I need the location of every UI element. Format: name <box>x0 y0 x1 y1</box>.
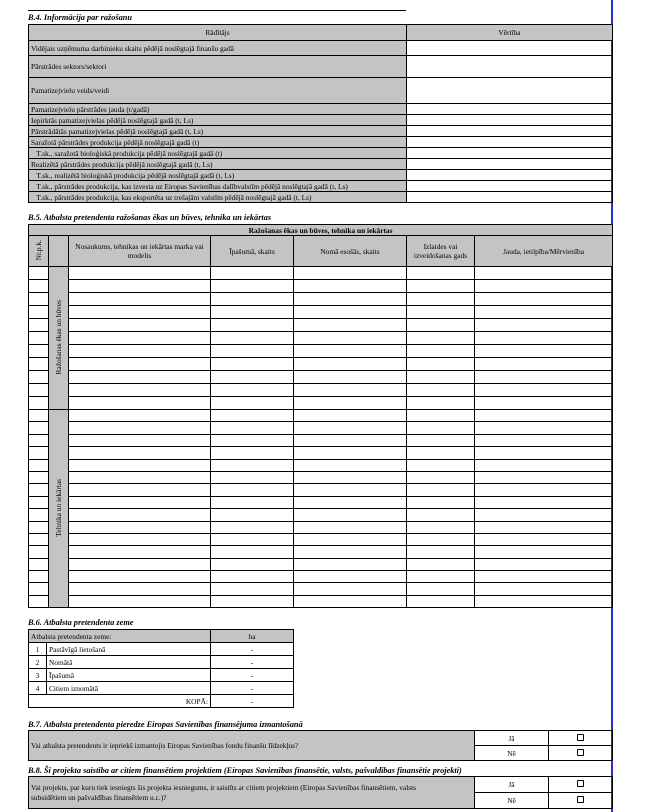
land-total-row <box>29 695 294 708</box>
asset-input-cell[interactable] <box>407 397 475 410</box>
asset-input-cell[interactable] <box>475 583 613 595</box>
nr-cell[interactable] <box>29 558 49 570</box>
nr-cell[interactable] <box>29 306 49 319</box>
land-total-value: - <box>211 695 294 708</box>
value-input-cell[interactable] <box>407 115 613 126</box>
production-row <box>29 126 613 137</box>
asset-input-cell[interactable] <box>211 595 294 607</box>
asset-input-cell[interactable] <box>407 280 475 293</box>
asset-input-cell[interactable] <box>475 410 613 422</box>
land-row-nr: 4 <box>29 682 47 695</box>
land-header-row <box>29 630 294 643</box>
assets-title-row <box>29 225 613 236</box>
nr-cell[interactable] <box>29 484 49 496</box>
nr-cell[interactable] <box>29 384 49 397</box>
asset-row <box>29 332 613 345</box>
asset-input-cell[interactable] <box>407 384 475 397</box>
asset-input-cell[interactable] <box>475 521 613 533</box>
assets-header-row <box>29 236 613 267</box>
assets-table <box>28 224 613 608</box>
asset-input-cell[interactable] <box>294 358 407 371</box>
production-row <box>29 192 613 203</box>
nr-cell[interactable] <box>29 397 49 410</box>
b5-title: B.5. Atbalsta pretendenta ražošanas ēkas un būves, tehnika un iekārtas <box>28 213 272 222</box>
asset-input-cell[interactable] <box>211 459 294 471</box>
value-input-cell[interactable] <box>407 78 613 104</box>
land-row-label: Citiem iznomātā <box>47 682 211 695</box>
asset-input-cell[interactable] <box>475 533 613 545</box>
b8-title: B.8. Šī projekta saistība ar citiem finansētiem projektiem (Eiropas Savienības finansētie, valsts, pašvaldības finansētie projekti) <box>28 766 462 775</box>
related-projects-table <box>28 776 613 809</box>
asset-input-cell[interactable] <box>69 571 211 583</box>
nr-cell[interactable] <box>29 447 49 459</box>
production-row <box>29 148 613 159</box>
land-row-value[interactable]: - <box>211 682 294 695</box>
related-projects-question <box>29 777 475 809</box>
asset-input-cell[interactable] <box>407 471 475 483</box>
asset-input-cell[interactable] <box>69 306 211 319</box>
asset-input-cell[interactable] <box>407 509 475 521</box>
nr-cell[interactable] <box>29 533 49 545</box>
asset-input-cell[interactable] <box>211 267 294 280</box>
asset-input-cell[interactable] <box>475 496 613 508</box>
owned-header: Īpašumā, skaits <box>211 236 294 267</box>
indicator-label: Vidējais uzņēmuma darbinieku skaits pēdējā noslēgtajā finanšu gadā <box>29 41 407 56</box>
land-row-nr: 3 <box>29 669 47 682</box>
production-row <box>29 181 613 192</box>
land-row <box>29 682 294 695</box>
nr-cell[interactable] <box>29 509 49 521</box>
asset-row <box>29 410 613 422</box>
asset-row <box>29 571 613 583</box>
asset-input-cell[interactable] <box>294 319 407 332</box>
indicator-label: Iepirktās pamatizejvielas pēdējā noslēgtajā gadā (t, Ls) <box>29 115 407 126</box>
value-input-cell[interactable] <box>407 181 613 192</box>
b7-title: B.7. Atbalsta pretendenta pieredze Eiropas Savienības finansējuma izmantošanā <box>28 720 303 729</box>
top-rule <box>28 10 406 11</box>
asset-input-cell[interactable] <box>294 267 407 280</box>
indicator-label: Pamatizejvielu pārstrādes jauda (t/gadā) <box>29 104 407 115</box>
asset-row <box>29 319 613 332</box>
asset-input-cell[interactable] <box>475 384 613 397</box>
related-projects-yes-label: Jā <box>475 777 549 793</box>
asset-input-cell[interactable] <box>294 571 407 583</box>
asset-row <box>29 434 613 446</box>
land-row-label: Pastāvīgā lietošanā <box>47 643 211 656</box>
asset-input-cell[interactable] <box>69 267 211 280</box>
eu-funding-yes-cell <box>549 731 613 746</box>
related-projects-question-line1: Vai projekts, par kuru tiek iesniegts šis projekta iesniegums, ir saistīts ar citiem projektiem (Eiropas Savienības finansētiem, valsts <box>31 782 417 792</box>
asset-input-cell[interactable] <box>294 533 407 545</box>
production-row <box>29 56 613 78</box>
capacity-header: Jauda, ietilpība/Mērvienība <box>475 236 613 267</box>
nr-cell[interactable] <box>29 434 49 446</box>
production-row <box>29 104 613 115</box>
asset-input-cell[interactable] <box>475 571 613 583</box>
land-row-value[interactable]: - <box>211 669 294 682</box>
nr-cell[interactable] <box>29 332 49 345</box>
eu-funding-question: Vai atbalsta pretendents ir iepriekš izmantojis Eiropas Savienības fondu finanšu līdzekļus? <box>29 731 475 761</box>
asset-input-cell[interactable] <box>407 533 475 545</box>
asset-input-cell[interactable] <box>294 384 407 397</box>
asset-input-cell[interactable] <box>69 345 211 358</box>
production-row <box>29 137 613 148</box>
related-projects-question-line2: subsidētiem un pašvaldības finansētiem u.c.)? <box>31 792 167 802</box>
indicator-header: Rādītājs <box>29 25 407 41</box>
asset-input-cell[interactable] <box>211 509 294 521</box>
asset-input-cell[interactable] <box>475 471 613 483</box>
asset-input-cell[interactable] <box>211 371 294 384</box>
production-row <box>29 115 613 126</box>
nr-cell[interactable] <box>29 471 49 483</box>
group-buildings-label: Ražošanas ēkas un būves <box>54 299 63 375</box>
indicator-label: Pārstrādes sektors/sektori <box>29 56 407 78</box>
asset-row <box>29 358 613 371</box>
asset-row <box>29 509 613 521</box>
asset-input-cell[interactable] <box>475 267 613 280</box>
nr-cell[interactable] <box>29 410 49 422</box>
land-row-value[interactable]: - <box>211 656 294 669</box>
land-row-nr: 1 <box>29 643 47 656</box>
asset-row <box>29 595 613 607</box>
asset-input-cell[interactable] <box>407 447 475 459</box>
asset-input-cell[interactable] <box>211 384 294 397</box>
eu-funding-table <box>28 730 613 761</box>
asset-input-cell[interactable] <box>475 509 613 521</box>
asset-input-cell[interactable] <box>407 484 475 496</box>
asset-input-cell[interactable] <box>211 345 294 358</box>
asset-input-cell[interactable] <box>475 280 613 293</box>
asset-input-cell[interactable] <box>211 332 294 345</box>
asset-input-cell[interactable] <box>69 434 211 446</box>
asset-input-cell[interactable] <box>69 332 211 345</box>
asset-input-cell[interactable] <box>69 484 211 496</box>
asset-row <box>29 533 613 545</box>
asset-row <box>29 267 613 280</box>
asset-row <box>29 459 613 471</box>
nr-cell[interactable] <box>29 319 49 332</box>
indicator-label: Pamatizejvielu veids/veidi <box>29 78 407 104</box>
group-machinery-cell <box>49 410 69 608</box>
asset-input-cell[interactable] <box>69 422 211 434</box>
asset-row <box>29 306 613 319</box>
nr-cell[interactable] <box>29 358 49 371</box>
b4-title: B.4. Informācija par ražošanu <box>28 13 132 22</box>
land-row <box>29 669 294 682</box>
asset-input-cell[interactable] <box>475 332 613 345</box>
asset-input-cell[interactable] <box>294 306 407 319</box>
value-input-cell[interactable] <box>407 192 613 203</box>
asset-input-cell[interactable] <box>69 583 211 595</box>
eu-funding-no-checkbox[interactable] <box>577 749 584 756</box>
asset-row <box>29 422 613 434</box>
related-projects-yes-checkbox[interactable] <box>577 780 584 787</box>
b6-title: B.6. Atbalsta pretendenta zeme <box>28 618 134 627</box>
related-projects-yes-cell <box>549 777 613 793</box>
asset-input-cell[interactable] <box>407 521 475 533</box>
asset-input-cell[interactable] <box>211 471 294 483</box>
rented-header: Nomā esošās, skaits <box>294 236 407 267</box>
asset-input-cell[interactable] <box>475 447 613 459</box>
asset-input-cell[interactable] <box>407 595 475 607</box>
asset-input-cell[interactable] <box>475 558 613 570</box>
value-input-cell[interactable] <box>407 148 613 159</box>
asset-input-cell[interactable] <box>475 293 613 306</box>
asset-input-cell[interactable] <box>211 422 294 434</box>
nr-cell[interactable] <box>29 267 49 280</box>
asset-input-cell[interactable] <box>211 484 294 496</box>
asset-input-cell[interactable] <box>475 422 613 434</box>
asset-input-cell[interactable] <box>294 558 407 570</box>
asset-input-cell[interactable] <box>69 319 211 332</box>
asset-input-cell[interactable] <box>475 306 613 319</box>
asset-row <box>29 384 613 397</box>
land-row <box>29 643 294 656</box>
indicator-label: T.sk., pārstrādes produkcija, kas eksportēta uz trešajām valstīm pēdējā noslēgtajā gadā (t, Ls) <box>29 192 407 203</box>
asset-input-cell[interactable] <box>69 280 211 293</box>
asset-row <box>29 280 613 293</box>
asset-input-cell[interactable] <box>211 280 294 293</box>
nr-cell[interactable] <box>29 595 49 607</box>
asset-input-cell[interactable] <box>211 397 294 410</box>
asset-input-cell[interactable] <box>407 345 475 358</box>
asset-row <box>29 583 613 595</box>
asset-input-cell[interactable] <box>211 521 294 533</box>
asset-input-cell[interactable] <box>69 521 211 533</box>
indicator-label: Realizētā pārstrādes produkcija pēdējā noslēgtajā gadā (t, Ls) <box>29 159 407 170</box>
asset-input-cell[interactable] <box>407 422 475 434</box>
asset-input-cell[interactable] <box>475 595 613 607</box>
asset-input-cell[interactable] <box>69 595 211 607</box>
land-header-unit: ha <box>211 630 294 643</box>
asset-input-cell[interactable] <box>407 434 475 446</box>
asset-input-cell[interactable] <box>69 496 211 508</box>
asset-input-cell[interactable] <box>211 306 294 319</box>
eu-funding-yes-checkbox[interactable] <box>577 734 584 741</box>
production-row <box>29 170 613 181</box>
nr-cell[interactable] <box>29 459 49 471</box>
asset-input-cell[interactable] <box>294 280 407 293</box>
asset-input-cell[interactable] <box>69 509 211 521</box>
indicator-label: T.sk., saražotā bioloģiskā produkcija pēdējā noslēgtajā gadā (t) <box>29 148 407 159</box>
indicator-label: T.sk., realizētā bioloģiskā produkcija pēdējā noslēgtajā gadā (t, Ls) <box>29 170 407 181</box>
nr-cell[interactable] <box>29 345 49 358</box>
production-row <box>29 159 613 170</box>
asset-input-cell[interactable] <box>475 397 613 410</box>
production-info-table <box>28 24 613 203</box>
land-total-label: KOPĀ: <box>29 695 211 708</box>
indicator-label: T.sk., pārstrādes produkcija, kas izvesta uz Eiropas Savienības dalībvalstīm pēdējā noslēgtajā gadā (t, Ls) <box>29 181 407 192</box>
asset-input-cell[interactable] <box>294 434 407 446</box>
land-row-nr: 2 <box>29 656 47 669</box>
indicator-label: Saražotā pārstrādes produkcija pēdējā noslēgtajā gadā (t) <box>29 137 407 148</box>
asset-input-cell[interactable] <box>294 521 407 533</box>
value-input-cell[interactable] <box>407 41 613 56</box>
asset-input-cell[interactable] <box>407 583 475 595</box>
asset-input-cell[interactable] <box>407 293 475 306</box>
related-projects-no-checkbox[interactable] <box>577 796 584 803</box>
asset-row <box>29 484 613 496</box>
asset-input-cell[interactable] <box>294 459 407 471</box>
asset-row <box>29 521 613 533</box>
nr-cell[interactable] <box>29 422 49 434</box>
asset-input-cell[interactable] <box>294 345 407 358</box>
asset-input-cell[interactable] <box>294 484 407 496</box>
name-header: Nosaukums, tehnikas un iekārtas marka vai modelis <box>69 236 211 267</box>
production-row <box>29 41 613 56</box>
asset-input-cell[interactable] <box>211 571 294 583</box>
group-machinery-label: Tehnika un iekārtas <box>54 478 63 537</box>
asset-input-cell[interactable] <box>294 447 407 459</box>
land-header-label: Atbalsta pretendenta zeme: <box>29 630 211 643</box>
asset-input-cell[interactable] <box>294 422 407 434</box>
asset-row <box>29 371 613 384</box>
asset-input-cell[interactable] <box>475 345 613 358</box>
eu-funding-yes-label: Jā <box>475 731 549 746</box>
asset-input-cell[interactable] <box>211 583 294 595</box>
asset-row <box>29 345 613 358</box>
nr-cell[interactable] <box>29 496 49 508</box>
land-row <box>29 656 294 669</box>
asset-input-cell[interactable] <box>294 496 407 508</box>
asset-input-cell[interactable] <box>211 533 294 545</box>
asset-input-cell[interactable] <box>211 319 294 332</box>
asset-input-cell[interactable] <box>69 546 211 558</box>
land-row-label: Nomātā <box>47 656 211 669</box>
asset-row <box>29 447 613 459</box>
asset-input-cell[interactable] <box>69 358 211 371</box>
asset-input-cell[interactable] <box>475 459 613 471</box>
asset-input-cell[interactable] <box>294 397 407 410</box>
asset-input-cell[interactable] <box>211 447 294 459</box>
asset-input-cell[interactable] <box>69 397 211 410</box>
asset-input-cell[interactable] <box>407 306 475 319</box>
asset-input-cell[interactable] <box>475 319 613 332</box>
asset-input-cell[interactable] <box>69 471 211 483</box>
asset-input-cell[interactable] <box>294 509 407 521</box>
asset-input-cell[interactable] <box>69 533 211 545</box>
land-row-label: Īpašumā <box>47 669 211 682</box>
asset-input-cell[interactable] <box>407 558 475 570</box>
nr-cell[interactable] <box>29 371 49 384</box>
nr-cell[interactable] <box>29 546 49 558</box>
asset-row <box>29 293 613 306</box>
asset-input-cell[interactable] <box>294 293 407 306</box>
asset-input-cell[interactable] <box>407 571 475 583</box>
asset-input-cell[interactable] <box>407 267 475 280</box>
asset-input-cell[interactable] <box>211 496 294 508</box>
asset-input-cell[interactable] <box>407 496 475 508</box>
asset-input-cell[interactable] <box>407 546 475 558</box>
nr-cell[interactable] <box>29 583 49 595</box>
eu-funding-no-cell <box>549 746 613 761</box>
nr-cell[interactable] <box>29 571 49 583</box>
value-header: Vērtība <box>407 25 613 41</box>
asset-input-cell[interactable] <box>294 410 407 422</box>
eu-funding-no-label: Nē <box>475 746 549 761</box>
asset-input-cell[interactable] <box>69 447 211 459</box>
year-header: Izlaides vai izveidošanas gads <box>407 236 475 267</box>
value-input-cell[interactable] <box>407 159 613 170</box>
asset-input-cell[interactable] <box>69 410 211 422</box>
value-input-cell[interactable] <box>407 104 613 115</box>
asset-input-cell[interactable] <box>294 371 407 384</box>
nr-cell[interactable] <box>29 293 49 306</box>
value-input-cell[interactable] <box>407 56 613 78</box>
asset-input-cell[interactable] <box>407 459 475 471</box>
assets-table-title: Ražošanas ēkas un būves, tehnika un iekārtas <box>29 225 613 236</box>
value-input-cell[interactable] <box>407 137 613 148</box>
value-input-cell[interactable] <box>407 170 613 181</box>
asset-input-cell[interactable] <box>475 371 613 384</box>
asset-input-cell[interactable] <box>294 583 407 595</box>
asset-input-cell[interactable] <box>294 471 407 483</box>
asset-row <box>29 546 613 558</box>
nr-cell[interactable] <box>29 521 49 533</box>
asset-input-cell[interactable] <box>407 332 475 345</box>
asset-input-cell[interactable] <box>407 319 475 332</box>
asset-input-cell[interactable] <box>211 558 294 570</box>
nr-cell[interactable] <box>29 280 49 293</box>
asset-input-cell[interactable] <box>69 293 211 306</box>
value-input-cell[interactable] <box>407 126 613 137</box>
asset-input-cell[interactable] <box>69 558 211 570</box>
nr-header: Nr.p.k. <box>29 236 49 267</box>
asset-input-cell[interactable] <box>407 371 475 384</box>
asset-row <box>29 558 613 570</box>
asset-input-cell[interactable] <box>69 371 211 384</box>
asset-input-cell[interactable] <box>407 358 475 371</box>
land-table <box>28 629 294 708</box>
asset-input-cell[interactable] <box>69 384 211 397</box>
production-row <box>29 78 613 104</box>
asset-input-cell[interactable] <box>69 459 211 471</box>
b4-header-row <box>29 25 613 41</box>
asset-input-cell[interactable] <box>475 546 613 558</box>
indicator-label: Pārstrādātās pamatizejvielas pēdējā noslēgtajā gadā (t, Ls) <box>29 126 407 137</box>
asset-row <box>29 397 613 410</box>
asset-input-cell[interactable] <box>475 358 613 371</box>
asset-input-cell[interactable] <box>211 434 294 446</box>
related-projects-no-cell <box>549 793 613 809</box>
group-buildings-cell <box>49 267 69 410</box>
asset-input-cell[interactable] <box>294 546 407 558</box>
asset-input-cell[interactable] <box>407 410 475 422</box>
group-header-blank <box>49 236 69 267</box>
asset-input-cell[interactable] <box>475 434 613 446</box>
asset-input-cell[interactable] <box>211 358 294 371</box>
asset-input-cell[interactable] <box>211 546 294 558</box>
asset-input-cell[interactable] <box>294 332 407 345</box>
asset-row <box>29 471 613 483</box>
land-row-value[interactable]: - <box>211 643 294 656</box>
asset-input-cell[interactable] <box>211 410 294 422</box>
asset-row <box>29 496 613 508</box>
asset-input-cell[interactable] <box>475 484 613 496</box>
asset-input-cell[interactable] <box>211 293 294 306</box>
asset-input-cell[interactable] <box>294 595 407 607</box>
related-projects-no-label: Nē <box>475 793 549 809</box>
